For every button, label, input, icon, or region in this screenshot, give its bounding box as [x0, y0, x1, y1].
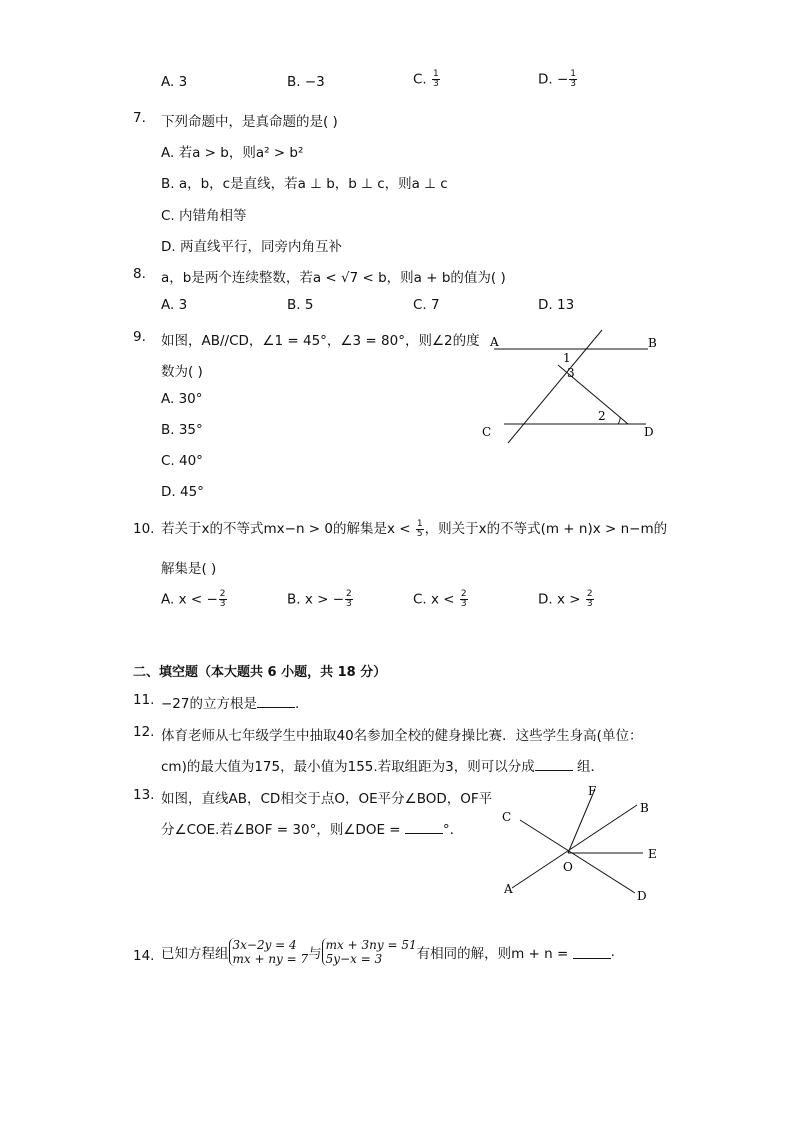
q11-stem: −27的立方根是 . [161, 696, 300, 712]
q12-line1: 体育老师从七年级学生中抽取40名参加全校的健身操比赛．这些学生身高(单位： [161, 728, 643, 744]
q8-stem: a，b是两个连续整数，若a < √7 < b，则a + b的值为( ) [161, 270, 506, 286]
q9-option-a: A. 30° [161, 391, 203, 407]
line-ab [512, 805, 637, 888]
q14-stem: 已知方程组3x−2y = 4 mx + ny = 7与mx + 3ny = 51 5y−x = 3 有相同的解，则m + n = . [161, 938, 615, 966]
label-d: D [644, 425, 654, 439]
q12-number: 12. [133, 724, 155, 740]
q9-option-c: C. 40° [161, 453, 203, 469]
q7-stem: 下列命题中，是真命题的是( ) [161, 114, 338, 130]
q10-option-a: A. x < − $\frac{2}{3}$ [161, 589, 226, 609]
angle-2-arc [618, 417, 620, 424]
q7-number: 7. [133, 110, 146, 126]
angle-3-label: 3 [567, 366, 575, 380]
q8-option-a: A. 3 [161, 297, 188, 313]
q8-option-d: D. 13 [538, 297, 575, 313]
q9-option-d: D. 45° [161, 484, 204, 500]
q6-option-d: D. − $\frac{1}{3}$ [538, 69, 577, 89]
q7-option-b: B. a，b，c是直线，若a ⊥ b，b ⊥ c，则a ⊥ c [161, 176, 448, 192]
q6-option-a: A. 3 [161, 74, 188, 90]
q13-number: 13. [133, 787, 155, 803]
label-a: A [490, 335, 499, 349]
q10-option-d: D. x > $\frac{2}{3}$ [538, 589, 593, 609]
angle-2-label: 2 [598, 409, 606, 423]
ray-of [568, 789, 595, 853]
q10-stem-line1: 若关于x的不等式mx−n > 0的解集是x < $\frac{1}{5}$ ，则关于x的不等式(m + n)x > n−m的 [161, 518, 668, 539]
q7-option-a: A. 若a > b，则a² > b² [161, 145, 304, 161]
label-f: F [588, 784, 597, 798]
label-d: D [637, 889, 647, 903]
q8-number: 8. [133, 266, 146, 282]
q8-option-b: B. 5 [287, 297, 314, 313]
label-c: C [502, 810, 512, 824]
label-e: E [648, 847, 657, 861]
q12-line2: cm)的最大值为175，最小值为155.若取组距为3，则可以分成 组． [161, 759, 605, 775]
q10-number: 10. [133, 521, 155, 537]
label-c: C [482, 425, 492, 439]
q10-option-b: B. x > − $\frac{2}{3}$ [287, 589, 352, 609]
q7-option-d: D. 两直线平行，同旁内角互补 [161, 239, 342, 255]
q9-number: 9. [133, 329, 146, 345]
q9-stem-line2: 数为( ) [161, 364, 203, 380]
label-b: B [640, 801, 649, 815]
q6-option-c: C. $\frac{1}{3}$ [413, 69, 439, 89]
q13-figure [495, 780, 670, 910]
section-2-heading: 二、填空题（本大题共 6 小题，共 18 分） [133, 665, 387, 680]
label-b: B [648, 336, 657, 350]
answer-blank[interactable] [257, 695, 295, 708]
answer-blank[interactable] [405, 821, 443, 834]
equation-system-2: mx + 3ny = 51 5y−x = 3 [322, 938, 417, 966]
label-o: O [563, 860, 573, 874]
q13-line2: 分∠COE.若∠BOF = 30°，则∠DOE = °. [161, 822, 454, 838]
equation-system-1: 3x−2y = 4 mx + ny = 7 [229, 938, 309, 966]
angle-1-label: 1 [563, 351, 571, 365]
label-a: A [504, 882, 513, 896]
q14-number: 14. [133, 948, 155, 964]
q9-option-b: B. 35° [161, 422, 203, 438]
q9-stem-line1: 如图，AB//CD，∠1 = 45°，∠3 = 80°，则∠2的度 [161, 333, 480, 349]
answer-blank[interactable] [535, 758, 573, 771]
q11-number: 11. [133, 692, 155, 708]
q7-option-c: C. 内错角相等 [161, 208, 247, 224]
q9-figure [480, 325, 670, 450]
transversal-line [508, 330, 602, 443]
q8-option-c: C. 7 [413, 297, 440, 313]
q6-option-b: B. −3 [287, 74, 325, 90]
q13-line1: 如图，直线AB，CD相交于点O，OE平分∠BOD，OF平 [161, 791, 493, 807]
q10-option-c: C. x < $\frac{2}{3}$ [413, 589, 467, 609]
answer-blank[interactable] [573, 946, 611, 959]
q10-stem-line2: 解集是( ) [161, 561, 217, 577]
